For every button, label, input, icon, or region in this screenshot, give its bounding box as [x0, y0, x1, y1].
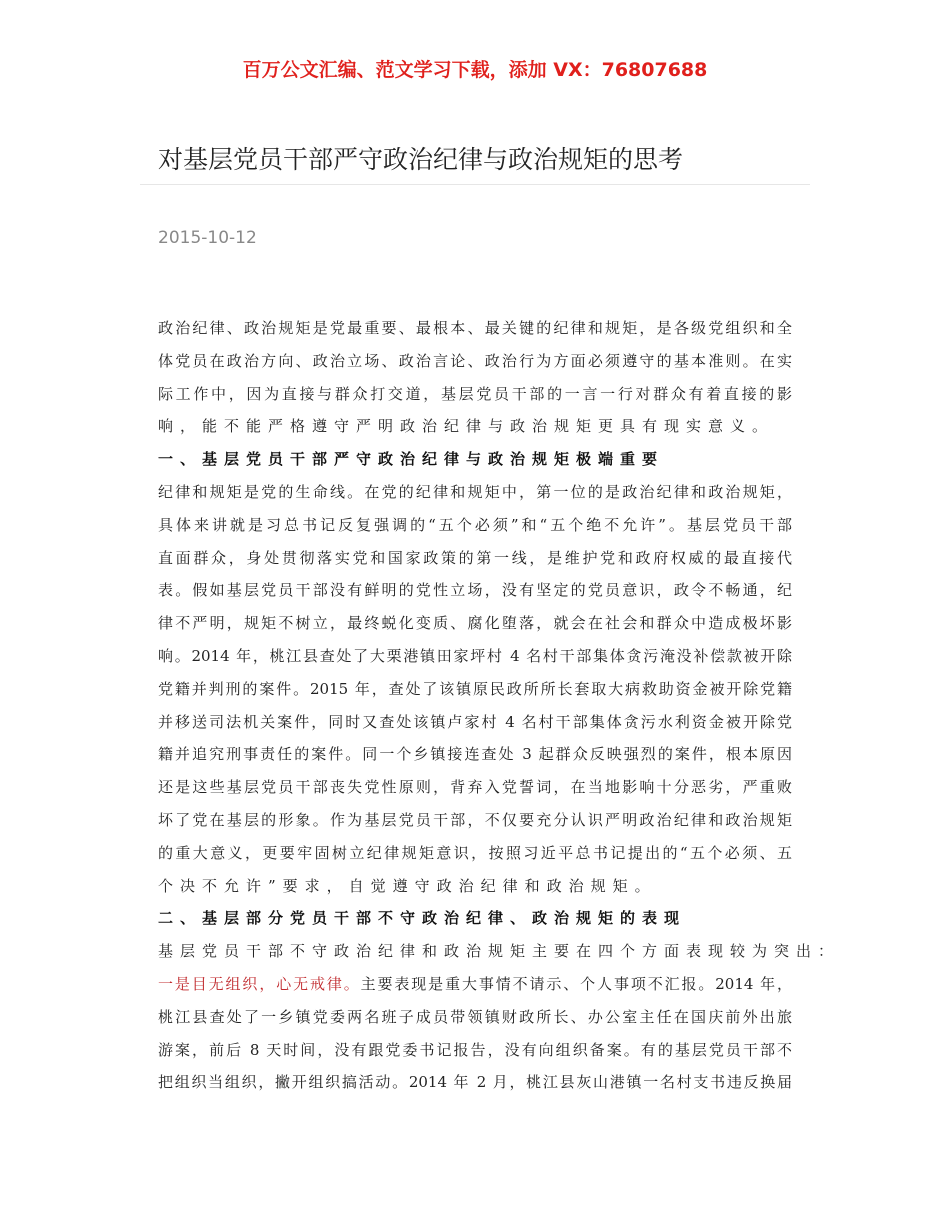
article-line — [158, 574, 792, 607]
publish-date: 2015-10-12 — [158, 228, 257, 248]
line-text: 游案，前后 8 天时间，没有跟党委书记报告，没有向组织备案。有的基层党员干部不 — [158, 1040, 792, 1059]
line-text: 响，能不能严格遵守严明政治纪律与政治规矩更具有现实意义。 — [158, 417, 775, 436]
line-text: 主要表现是重大事情不请示、个人事项不汇报。2014 年， — [360, 974, 792, 993]
line-text: 具体来讲就是习总书记反复强调的“五个必须”和“五个绝不允许”。基层党员干部 — [158, 515, 792, 534]
line-text: 坏了党在基层的形象。作为基层党员干部，不仅要充分认识严明政治纪律和政治规矩 — [158, 810, 792, 829]
article-line — [158, 1066, 792, 1099]
article-line — [158, 1034, 792, 1067]
line-text: 一、基层党员干部严守政治纪律与政治规矩极端重要 — [158, 450, 665, 469]
line-text: 政治纪律、政治规矩是党最重要、最根本、最关键的纪律和规矩，是各级党组织和全 — [158, 319, 792, 337]
article-line — [158, 968, 792, 1001]
line-text: 际工作中，因为直接与群众打交道，基层党员干部的一言一行对群众有着直接的影 — [158, 384, 792, 403]
section-heading — [158, 443, 792, 476]
line-text: 二、基层部分党员干部不守政治纪律、政治规矩的表现 — [158, 909, 687, 928]
article-line — [158, 640, 792, 673]
article-line — [158, 804, 792, 837]
line-text: 纪律和规矩是党的生命线。在党的纪律和规矩中，第一位的是政治纪律和政治规矩， — [158, 482, 792, 501]
article-line — [158, 870, 792, 903]
article-line — [158, 345, 792, 378]
article-line — [158, 771, 792, 804]
line-text: 个决不允许”要求，自觉遵守政治纪律和政治规矩。 — [158, 876, 657, 895]
line-text: 直面群众，身处贯彻落实党和国家政策的第一线，是维护党和政府权威的最直接代 — [158, 548, 792, 567]
article-line — [158, 607, 792, 640]
article-line — [158, 410, 792, 443]
highlighted-point: 一是目无组织，心无戒律。 — [158, 974, 361, 993]
line-text: 桃江县查处了一乡镇党委两名班子成员带领镇财政所长、办公室主任在国庆前外出旅 — [158, 1007, 792, 1026]
article-body — [158, 312, 841, 1099]
article-line — [158, 1001, 792, 1034]
article-line — [158, 312, 792, 345]
line-text: 体党员在政治方向、政治立场、政治言论、政治行为方面必须遵守的基本准则。在实 — [158, 351, 792, 370]
line-text: 并移送司法机关案件，同时又查处该镇卢家村 4 名村干部集体贪污水利资金被开除党 — [158, 712, 792, 731]
line-text: 基层党员干部不守政治纪律和政治规矩主要在四个方面表现较为突出： — [158, 942, 841, 961]
article-line — [158, 935, 841, 968]
line-text: 响。2014 年，桃江县查处了大栗港镇田家坪村 4 名村干部集体贪污淹没补偿款被开除 — [158, 646, 792, 665]
line-text: 律不严明，规矩不树立，最终蜕化变质、腐化堕落，就会在社会和群众中造成极坏影 — [158, 614, 792, 633]
line-text: 表。假如基层党员干部没有鲜明的党性立场，没有坚定的党员意识，政令不畅通，纪 — [158, 581, 792, 600]
article-line — [158, 837, 792, 870]
article-line — [158, 378, 792, 411]
title-divider — [140, 184, 810, 185]
section-heading — [158, 902, 792, 935]
page-title: 对基层党员干部严守政治纪律与政治规矩的思考 — [158, 145, 684, 174]
line-text: 的重大意义，更要牢固树立纪律规矩意识，按照习近平总书记提出的“五个必须、五 — [158, 843, 792, 862]
article-line — [158, 706, 792, 739]
promo-banner: 百万公文汇编、范文学习下载，添加 VX：76807688 — [242, 59, 708, 81]
line-text: 把组织当组织，撇开组织搞活动。2014 年 2 月，桃江县灰山港镇一名村支书违反换届 — [158, 1073, 792, 1092]
article-line — [158, 542, 792, 575]
article-line — [158, 738, 792, 771]
line-text: 籍并追究刑事责任的案件。同一个乡镇接连查处 3 起群众反映强烈的案件，根本原因 — [158, 745, 792, 764]
article-line — [158, 673, 792, 706]
line-text: 党籍并判刑的案件。2015 年，查处了该镇原民政所所长套取大病救助资金被开除党籍 — [158, 679, 792, 698]
line-text: 还是这些基层党员干部丧失党性原则，背弃入党誓词，在当地影响十分恶劣，严重败 — [158, 778, 792, 797]
article-line — [158, 509, 792, 542]
article-line — [158, 476, 792, 509]
